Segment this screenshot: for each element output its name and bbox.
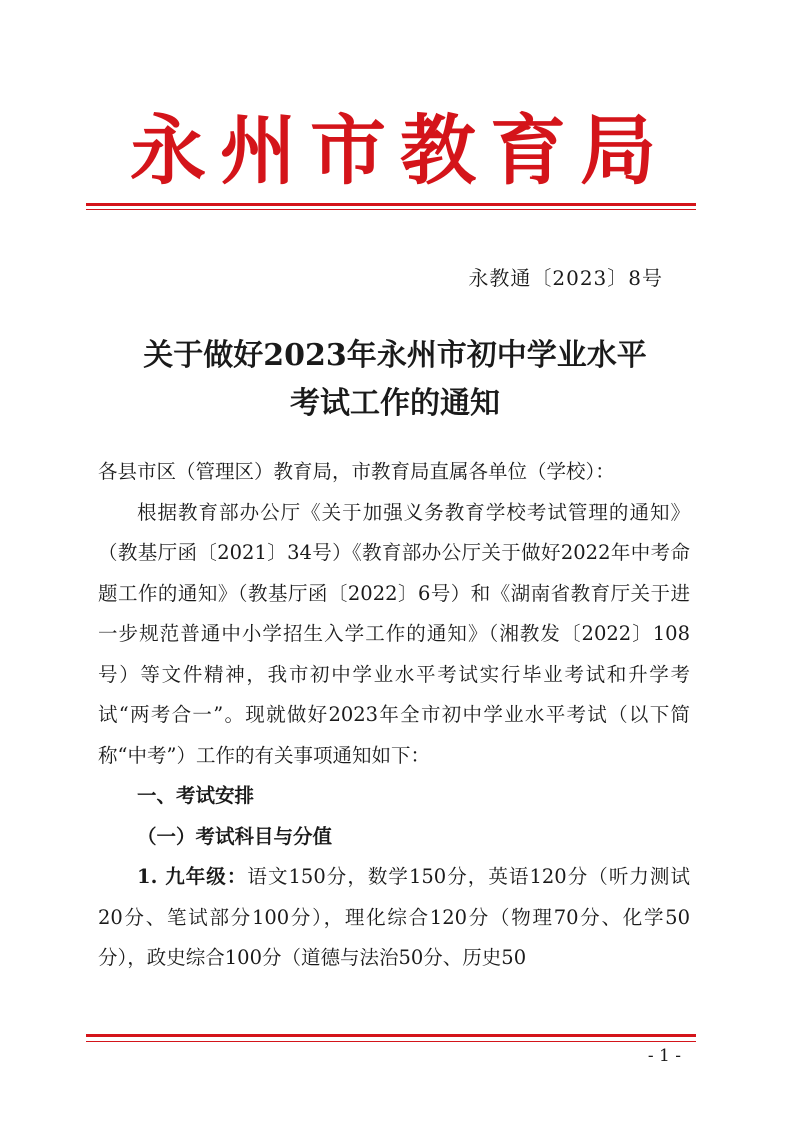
masthead-title: 永州市教育局 <box>130 106 670 195</box>
salutation: 各县市区（管理区）教育局，市教育局直属各单位（学校）： <box>98 460 615 483</box>
title-line-1: 关于做好2023年永州市初中学业水平 <box>143 338 647 373</box>
title-line-2: 考试工作的通知 <box>290 386 500 421</box>
subsection-heading: （一）考试科目与分值 <box>137 824 333 848</box>
item-text: 语文150分，数学150分，英语120分（听力测试20分、笔试部分100分），理化综合120分（物理70分、化学50分），政史综合100分（道德与法治50分、历史50 <box>98 865 690 969</box>
document-body <box>98 452 690 979</box>
section-heading: 一、考试安排 <box>137 784 255 807</box>
paragraph-intro: 根据教育部办公厅《关于加强义务教育学校考试管理的通知》（教基厅函〔2021〕34号）《教育部办公厅关于做好2022年中考命题工作的通知》（教基厅函〔2022〕6号）和《湖南省教育厅关于进一步规范普通中小学招生入学工作的通知》（湘教发〔2022〕108号）等文件精神，我市初中学业水平考试实行毕业考试和升学考试“两考合一”。现就做好2023年全市初中学业水平考试（以下简称“中考”）工作的有关事项通知如下： <box>98 500 690 767</box>
masthead-rule-thick <box>86 203 696 206</box>
document-title <box>90 332 700 428</box>
masthead-rule-thin <box>86 209 696 210</box>
item-grade-nine <box>98 857 690 979</box>
page-number: - 1 - <box>647 1046 681 1066</box>
footer-rule-thick <box>86 1034 696 1037</box>
footer-rule-thin <box>86 1041 696 1042</box>
document-number: 永教通〔2023〕8号 <box>468 266 663 290</box>
item-label: 1. 九年级： <box>137 865 248 888</box>
